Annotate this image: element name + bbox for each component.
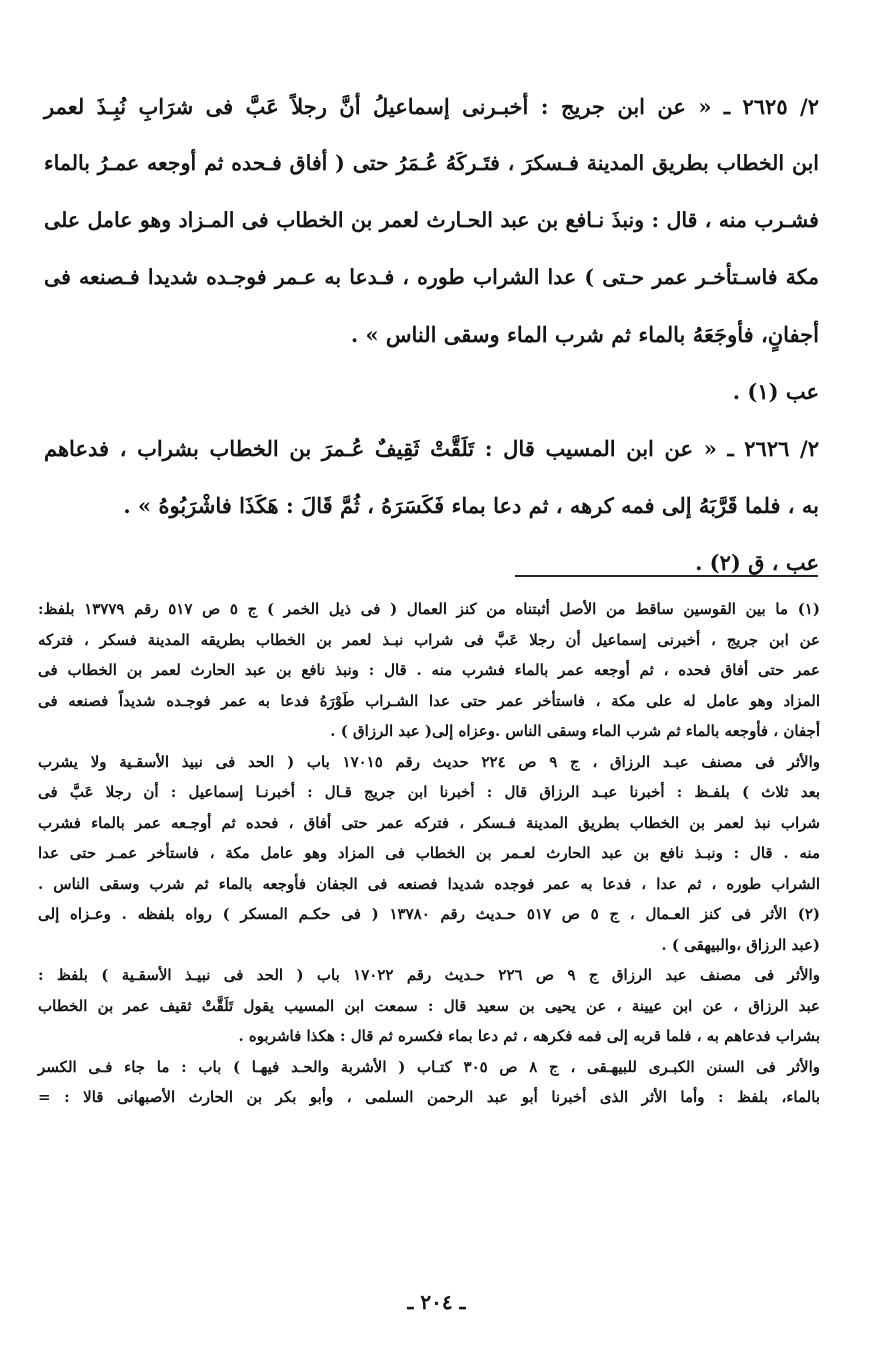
footnote-line: (٢) الأثر فى كنز العـمال ، ج ٥ ص ٥١٧ حـديث رقم ١٣٧٨٠ ( فى حكـم المسكر ) رواه بلفظه . وعـزاه إلى xyxy=(38,905,820,923)
main-line-1: ٢/ ٢٦٢٥ ـ « عن ابن جريج : أخبـرنى إسماعيلُ أنَّ رجلاً عَبَّ فى شرَابِ نُبِـذَ لعمر xyxy=(44,94,819,119)
footnote-line: شراب نبذ لعمر بن الخطاب بطريق المدينة فـسكر ، فتركه عمر حتى أفاق ، فحده ثم أوجـعه عمر بالماء فشرب xyxy=(38,813,820,832)
footnote-line: منه . قال : ونبـذ نافع بن عبد الحارث لعـمر بن الخطاب فى المزاد وهو عامل مكة ، فاستأخر عمـر حتى عدا xyxy=(38,844,820,862)
footnote-line: بالماء، بلفظ : وأما الأثر الذى أخبرنا أبو عبد الرحمن السلمى ، وأبو بكر بن الحارث الأصبهانى قالا : = xyxy=(38,1088,820,1106)
footnote-line: والأثر فى السنن الكبـرى للبيهـقى ، ج ٨ ص ٣٠٥ كتـاب ( الأشربة والحـد فيهـا ) باب : ما جاء فـى الكسر xyxy=(38,1057,820,1076)
main-line-4: مكة فاسـتأخـر عمر حـتى ) عدا الشراب طوره ، فـدعا به عـمر فوجـده شديدا فـصنعه فى xyxy=(44,265,819,289)
footnote-line: والأثر فى مصنف عبـد الرزاق ، ج ٩ ص ٢٢٤ حديث رقم ١٧٠١٥ باب ( الحد فى نبيذ الأسقـية ولا يشرب xyxy=(38,752,820,771)
footnote-line: عمر حتى أفاق فحده ، ثم أوجعه عمر بالماء فشرب منه . قال : ونبذ نافع بن عبد الحارث لعمر بن الخطاب فى xyxy=(38,661,821,679)
footnote-line: عبد الرزاق ، عن ابن عيينة ، عن يحيى بن سعيد قال : سمعت ابن المسيب يقول تَلَقَّتْ ثقيف عمر بن الخطاب xyxy=(38,996,820,1015)
footnote-line: والأثر فى مصنف عبد الرزاق ج ٩ ص ٢٢٦ حـديث رقم ١٧٠٢٢ باب ( الحد فى نبيـذ الأسقـية ) بلفظ : xyxy=(38,966,820,984)
footnote-line: الشراب طوره ، ثم عدا ، فدعا به عمر فوجده شديدا فصنعه فى الجفان فأوجعه بالماء ثم شرب وسقى الناس . xyxy=(38,874,820,893)
footnote-divider xyxy=(515,575,818,577)
footnote-line: المزاد وهو عامل له على مكة ، فاستأخر عمر حتى عدا الشـراب طَوْرَهُ فدعا به عمر فوجـده شديداً فصنعه فى xyxy=(38,691,820,710)
main-line-8: به ، فلما قَرَّبَهُ إلى فمه كرهه ، ثم دعا بماء فَكَسَرَهُ ، ثُمَّ قَالَ : هَكَذَا فاشْرَبُوهُ » . xyxy=(123,493,819,518)
source-ref-2: عب ، ق (٢) . xyxy=(695,550,819,575)
footnote-line: عن ابن جريج ، أخبرنى إسماعيل أن رجلا عَبَّ فى شراب نبـذ لعمر بن الخطاب بطريقه المدينة فسكر ، فتركه xyxy=(38,630,820,649)
footnote-line: بشراب فدعاهم به ، فلما قربه إلى فمه فكرهه ، ثم دعا بماء فكسره ثم قال : هكذا فاشربوه . xyxy=(238,1027,820,1045)
footnotes xyxy=(38,594,820,1113)
main-line-7: ٢/ ٢٦٢٦ ـ « عن ابن المسيب قال : تَلَقَّتْ ثَقِيفٌ عُـمرَ بن الخطاب بشراب ، فدعاهم xyxy=(44,436,820,461)
footnote-line: (عبد الرزاق ،والبيهقى ) . xyxy=(661,935,820,954)
page-number: ـ ٢٠٤ ـ xyxy=(407,1290,466,1314)
footnote-line: أجفان ، فأوجعه بالماء ثم شرب الماء وسقى الناس .وعزاه إلى( عبد الرزاق ) . xyxy=(330,722,820,740)
footnote-line: (١) ما بين القوسين ساقط من الأصل أثبتناه من كنز العمال ( فى ذيل الخمر ) ج ٥ ص ٥١٧ رقم ١٣٧٧٩ بلفظ: xyxy=(38,600,820,618)
main-line-2: ابن الخطاب بطريق المدينة فـسكرَ ، فتَـركَهُ عُـمَرُ حتى ( أفاق فـحده ثم أوجعه عمـرُ بالماء xyxy=(44,151,819,175)
footnote-line: بعد ثلاث ) بلفـظ : أخبرنا عبـد الرزاق قال : أخبرنا ابن جريج قـال : أخبرنـا إسماعيل : أن رجلا عَبَّ فى xyxy=(38,783,820,801)
main-text xyxy=(44,78,819,591)
main-line-5: أجفانٍ، فأوجَعَهُ بالماء ثم شرب الماء وسقى الناس » . xyxy=(350,322,819,347)
source-ref-1: عب (١) . xyxy=(732,379,819,404)
main-line-3: فشـرب منه ، قال : ونبذَ نـافع بن عبد الحـارث لعمر بن الخطاب فى المـزاد وهو عامل على xyxy=(44,208,819,232)
